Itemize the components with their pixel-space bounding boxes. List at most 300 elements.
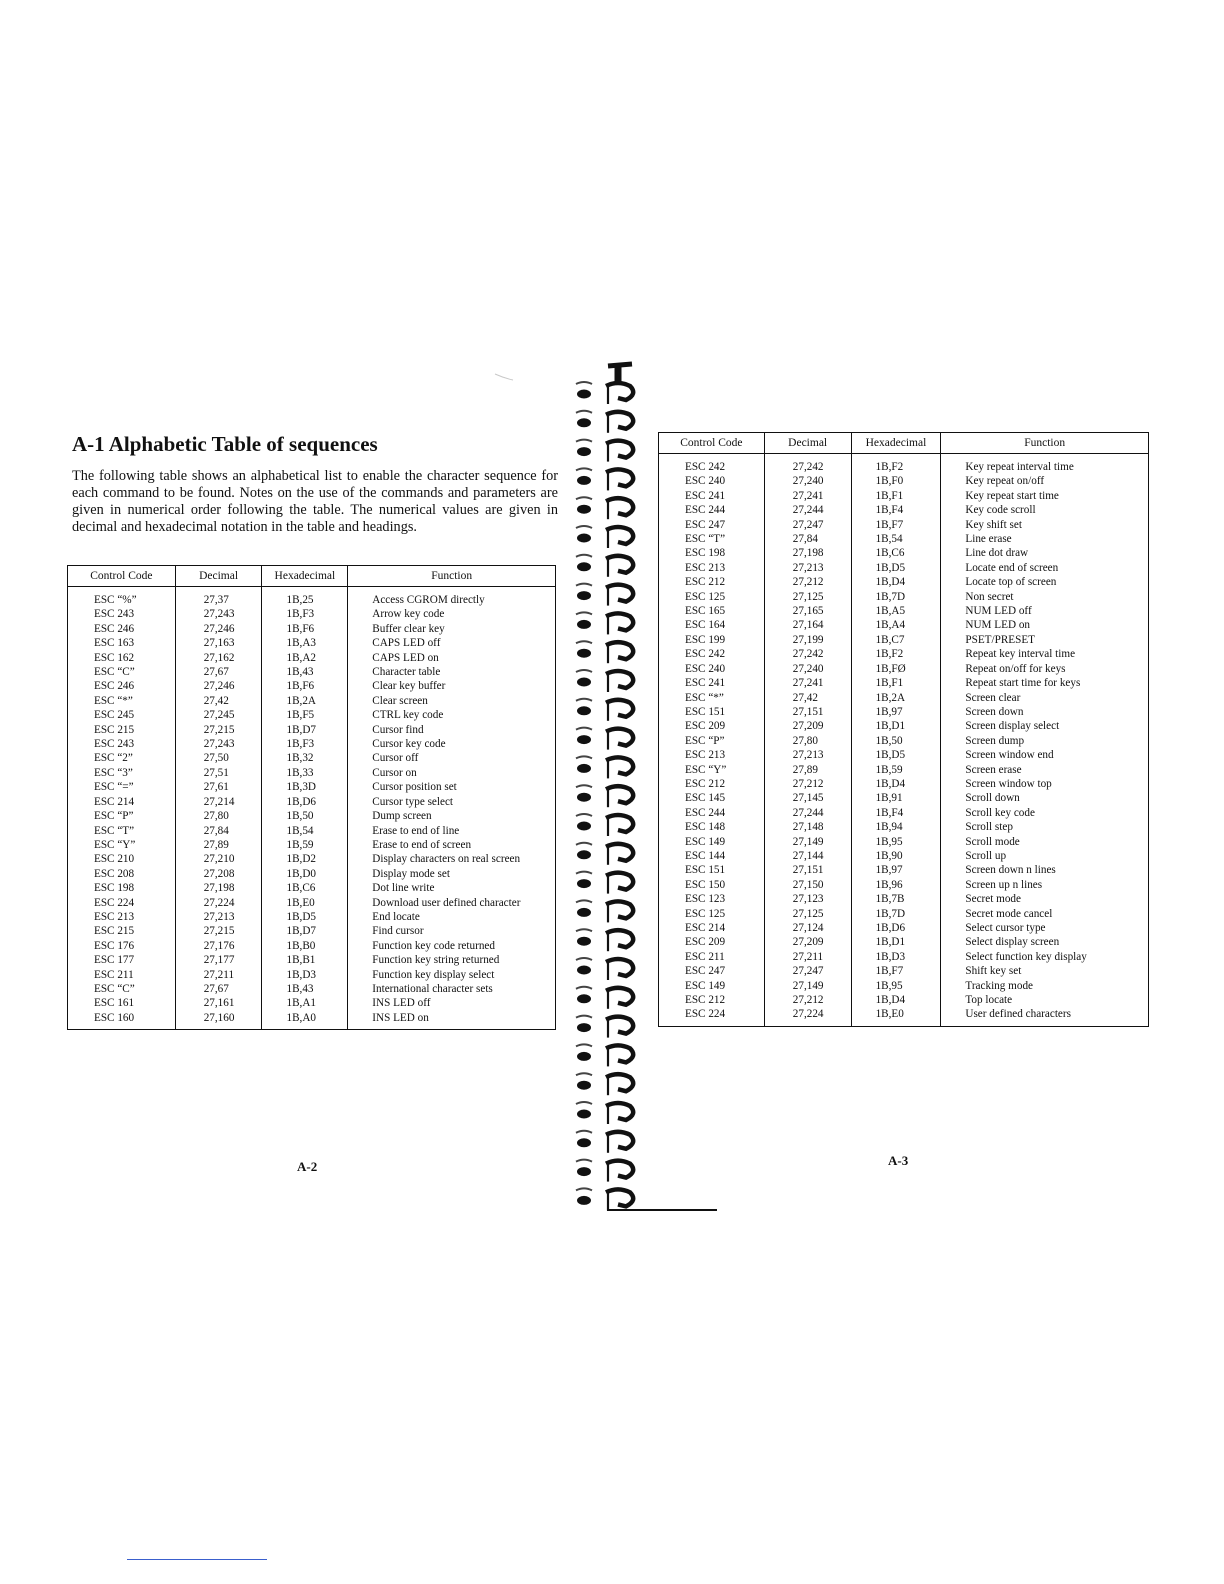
cell-control-code: ESC 242	[659, 647, 765, 661]
sequence-table-left	[67, 565, 556, 1030]
cell-control-code: ESC “2”	[68, 751, 176, 765]
cell-hexadecimal: 1B,59	[262, 838, 348, 852]
cell-control-code: ESC 215	[68, 723, 176, 737]
table-row	[659, 546, 1149, 560]
cell-control-code: ESC 224	[68, 896, 176, 910]
cell-control-code: ESC 213	[659, 748, 765, 762]
cell-decimal: 27,89	[175, 838, 262, 852]
table-row	[659, 474, 1149, 488]
cell-function: PSET/PRESET	[941, 633, 1149, 647]
cell-decimal: 27,212	[764, 777, 851, 791]
cell-decimal: 27,124	[764, 921, 851, 935]
cell-hexadecimal: 1B,D6	[262, 795, 348, 809]
cell-function: Secret mode cancel	[941, 907, 1149, 921]
cell-decimal: 27,149	[764, 835, 851, 849]
cell-hexadecimal: 1B,D1	[851, 935, 941, 949]
cell-hexadecimal: 1B,D3	[262, 968, 348, 982]
cell-control-code: ESC 212	[659, 993, 765, 1007]
cell-decimal: 27,177	[175, 953, 262, 967]
cell-hexadecimal: 1B,FØ	[851, 662, 941, 676]
cell-function: Erase to end of line	[348, 824, 556, 838]
table-row	[659, 719, 1149, 733]
table-row	[68, 924, 556, 938]
table-row	[68, 896, 556, 910]
table-row	[659, 691, 1149, 705]
cell-hexadecimal: 1B,D7	[262, 723, 348, 737]
cell-hexadecimal: 1B,7D	[851, 907, 941, 921]
cell-decimal: 27,212	[764, 575, 851, 589]
cell-hexadecimal: 1B,7B	[851, 892, 941, 906]
scan-artifact	[494, 372, 514, 382]
cell-decimal: 27,50	[175, 751, 262, 765]
table-row	[68, 751, 556, 765]
cell-hexadecimal: 1B,F6	[262, 679, 348, 693]
cell-control-code: ESC 144	[659, 849, 765, 863]
cell-hexadecimal: 1B,D5	[262, 910, 348, 924]
cell-function: Non secret	[941, 590, 1149, 604]
table-row	[659, 532, 1149, 546]
cell-control-code: ESC 199	[659, 633, 765, 647]
cell-hexadecimal: 1B,A4	[851, 618, 941, 632]
cell-hexadecimal: 1B,C6	[851, 546, 941, 560]
cell-control-code: ESC 214	[68, 795, 176, 809]
cell-decimal: 27,215	[175, 924, 262, 938]
cell-control-code: ESC “P”	[68, 809, 176, 823]
cell-decimal: 27,199	[764, 633, 851, 647]
cell-hexadecimal: 1B,D1	[851, 719, 941, 733]
cell-decimal: 27,150	[764, 878, 851, 892]
cell-function: Repeat on/off for keys	[941, 662, 1149, 676]
table-row	[659, 590, 1149, 604]
table-row	[68, 795, 556, 809]
cell-hexadecimal: 1B,97	[851, 863, 941, 877]
table-row	[659, 777, 1149, 791]
table-row	[68, 651, 556, 665]
table-row	[659, 676, 1149, 690]
cell-decimal: 27,242	[764, 647, 851, 661]
cell-control-code: ESC 247	[659, 964, 765, 978]
cell-decimal: 27,224	[175, 896, 262, 910]
cell-function: Function key string returned	[348, 953, 556, 967]
table-row	[659, 454, 1149, 475]
cell-control-code: ESC “*”	[659, 691, 765, 705]
cell-hexadecimal: 1B,D5	[851, 748, 941, 762]
table-row	[68, 679, 556, 693]
cell-function: Screen clear	[941, 691, 1149, 705]
cell-function: Screen dump	[941, 734, 1149, 748]
cell-control-code: ESC 240	[659, 474, 765, 488]
cell-hexadecimal: 1B,59	[851, 763, 941, 777]
cell-hexadecimal: 1B,97	[851, 705, 941, 719]
cell-control-code: ESC 150	[659, 878, 765, 892]
cell-control-code: ESC 242	[659, 454, 765, 475]
cell-function: Locate end of screen	[941, 561, 1149, 575]
cell-hexadecimal: 1B,E0	[262, 896, 348, 910]
table-row	[68, 939, 556, 953]
cell-function: Cursor off	[348, 751, 556, 765]
cell-function: Download user defined character	[348, 896, 556, 910]
cell-hexadecimal: 1B,7D	[851, 590, 941, 604]
cell-hexadecimal: 1B,96	[851, 878, 941, 892]
cell-function: Function key code returned	[348, 939, 556, 953]
table-row	[659, 935, 1149, 949]
cell-function: Display characters on real screen	[348, 852, 556, 866]
cell-hexadecimal: 1B,33	[262, 766, 348, 780]
cell-decimal: 27,125	[764, 907, 851, 921]
table-row	[659, 863, 1149, 877]
cell-control-code: ESC “C”	[68, 982, 176, 996]
cell-function: Scroll key code	[941, 806, 1149, 820]
table-row	[659, 820, 1149, 834]
cell-decimal: 27,51	[175, 766, 262, 780]
cell-hexadecimal: 1B,2A	[851, 691, 941, 705]
table-row	[659, 1007, 1149, 1026]
cell-decimal: 27,213	[175, 910, 262, 924]
table-row	[68, 982, 556, 996]
cell-decimal: 27,213	[764, 561, 851, 575]
cell-hexadecimal: 1B,D2	[262, 852, 348, 866]
cell-hexadecimal: 1B,3D	[262, 780, 348, 794]
cell-function: Clear key buffer	[348, 679, 556, 693]
cell-hexadecimal: 1B,90	[851, 849, 941, 863]
cell-hexadecimal: 1B,F0	[851, 474, 941, 488]
cell-function: Select display screen	[941, 935, 1149, 949]
cell-control-code: ESC 209	[659, 935, 765, 949]
cell-function: Screen window top	[941, 777, 1149, 791]
cell-hexadecimal: 1B,95	[851, 979, 941, 993]
cell-function: Erase to end of screen	[348, 838, 556, 852]
table-row	[659, 993, 1149, 1007]
cell-hexadecimal: 1B,F2	[851, 647, 941, 661]
cell-function: CAPS LED off	[348, 636, 556, 650]
table-row	[68, 694, 556, 708]
cell-function: Key shift set	[941, 518, 1149, 532]
cell-function: Repeat start time for keys	[941, 676, 1149, 690]
cell-control-code: ESC 213	[68, 910, 176, 924]
cell-control-code: ESC 165	[659, 604, 765, 618]
cell-function: INS LED off	[348, 996, 556, 1010]
table-row	[68, 824, 556, 838]
cell-control-code: ESC 241	[659, 676, 765, 690]
cell-function: Screen down	[941, 705, 1149, 719]
cell-decimal: 27,125	[764, 590, 851, 604]
cell-decimal: 27,243	[175, 737, 262, 751]
cell-decimal: 27,67	[175, 665, 262, 679]
cell-decimal: 27,165	[764, 604, 851, 618]
cell-decimal: 27,243	[175, 607, 262, 621]
cell-function: Scroll mode	[941, 835, 1149, 849]
cell-hexadecimal: 1B,D4	[851, 993, 941, 1007]
cell-control-code: ESC 215	[68, 924, 176, 938]
cell-decimal: 27,198	[764, 546, 851, 560]
cell-control-code: ESC “C”	[68, 665, 176, 679]
cell-function: NUM LED on	[941, 618, 1149, 632]
table-row	[68, 996, 556, 1010]
cell-decimal: 27,123	[764, 892, 851, 906]
cell-function: Key repeat on/off	[941, 474, 1149, 488]
cell-hexadecimal: 1B,E0	[851, 1007, 941, 1026]
cell-hexadecimal: 1B,D3	[851, 950, 941, 964]
cell-decimal: 27,151	[764, 863, 851, 877]
table-row	[659, 950, 1149, 964]
table-row	[68, 708, 556, 722]
cell-function: Scroll step	[941, 820, 1149, 834]
cell-hexadecimal: 1B,91	[851, 791, 941, 805]
cell-decimal: 27,247	[764, 518, 851, 532]
cell-decimal: 27,211	[764, 950, 851, 964]
table-row	[68, 953, 556, 967]
cell-function: Dot line write	[348, 881, 556, 895]
cell-decimal: 27,162	[175, 651, 262, 665]
column-header-decimal: Decimal	[764, 433, 851, 454]
cell-decimal: 27,164	[764, 618, 851, 632]
table-row	[68, 622, 556, 636]
table-row	[68, 852, 556, 866]
cell-hexadecimal: 1B,F4	[851, 806, 941, 820]
table-row	[68, 737, 556, 751]
table-row	[68, 1011, 556, 1030]
cell-function: Scroll down	[941, 791, 1149, 805]
table-row	[659, 604, 1149, 618]
cell-control-code: ESC 211	[68, 968, 176, 982]
cell-decimal: 27,241	[764, 676, 851, 690]
table-row	[659, 878, 1149, 892]
table-row	[659, 518, 1149, 532]
cell-control-code: ESC 244	[659, 806, 765, 820]
cell-decimal: 27,245	[175, 708, 262, 722]
table-row	[68, 968, 556, 982]
cell-control-code: ESC 176	[68, 939, 176, 953]
cell-decimal: 27,61	[175, 780, 262, 794]
cell-decimal: 27,84	[764, 532, 851, 546]
cell-control-code: ESC 244	[659, 503, 765, 517]
table-row	[659, 763, 1149, 777]
cell-decimal: 27,214	[175, 795, 262, 809]
cell-control-code: ESC 145	[659, 791, 765, 805]
table-row	[68, 766, 556, 780]
cell-decimal: 27,212	[764, 993, 851, 1007]
column-header-function: Function	[348, 566, 556, 587]
table-row	[659, 705, 1149, 719]
page-number-right: A-3	[888, 1153, 909, 1168]
table-row	[68, 636, 556, 650]
cell-decimal: 27,244	[764, 806, 851, 820]
cell-control-code: ESC 240	[659, 662, 765, 676]
cell-function: Locate top of screen	[941, 575, 1149, 589]
column-header-function: Function	[941, 433, 1149, 454]
cell-control-code: ESC “3”	[68, 766, 176, 780]
cell-decimal: 27,160	[175, 1011, 262, 1030]
table-row	[659, 964, 1149, 978]
cell-hexadecimal: 1B,A1	[262, 996, 348, 1010]
cell-hexadecimal: 1B,D7	[262, 924, 348, 938]
cell-decimal: 27,84	[175, 824, 262, 838]
cell-decimal: 27,224	[764, 1007, 851, 1026]
table-row	[659, 979, 1149, 993]
cell-decimal: 27,240	[764, 474, 851, 488]
cell-hexadecimal: 1B,43	[262, 665, 348, 679]
cell-control-code: ESC “P”	[659, 734, 765, 748]
cell-hexadecimal: 1B,94	[851, 820, 941, 834]
cell-hexadecimal: 1B,F5	[262, 708, 348, 722]
cell-hexadecimal: 1B,B1	[262, 953, 348, 967]
cell-control-code: ESC 243	[68, 607, 176, 621]
table-row	[659, 734, 1149, 748]
cell-function: Shift key set	[941, 964, 1149, 978]
cell-decimal: 27,161	[175, 996, 262, 1010]
cell-decimal: 27,213	[764, 748, 851, 762]
cell-hexadecimal: 1B,2A	[262, 694, 348, 708]
cell-control-code: ESC 160	[68, 1011, 176, 1030]
cell-control-code: ESC “T”	[68, 824, 176, 838]
cell-hexadecimal: 1B,D5	[851, 561, 941, 575]
cell-function: Select cursor type	[941, 921, 1149, 935]
table-header-row	[659, 433, 1149, 454]
cell-function: User defined characters	[941, 1007, 1149, 1026]
cell-function: CAPS LED on	[348, 651, 556, 665]
cell-function: Arrow key code	[348, 607, 556, 621]
cell-function: Repeat key interval time	[941, 647, 1149, 661]
column-header-control-code: Control Code	[659, 433, 765, 454]
table-row	[68, 867, 556, 881]
column-header-control-code: Control Code	[68, 566, 176, 587]
table-row	[68, 838, 556, 852]
cell-function: Cursor type select	[348, 795, 556, 809]
table-row	[659, 647, 1149, 661]
cell-decimal: 27,149	[764, 979, 851, 993]
cell-function: CTRL key code	[348, 708, 556, 722]
cell-control-code: ESC 212	[659, 575, 765, 589]
cell-control-code: ESC “T”	[659, 532, 765, 546]
table-row	[659, 503, 1149, 517]
cell-hexadecimal: 1B,50	[262, 809, 348, 823]
cell-control-code: ESC 210	[68, 852, 176, 866]
cell-function: Key repeat start time	[941, 489, 1149, 503]
cell-decimal: 27,241	[764, 489, 851, 503]
cell-control-code: ESC 149	[659, 835, 765, 849]
cell-hexadecimal: 1B,50	[851, 734, 941, 748]
table-row	[659, 633, 1149, 647]
cell-control-code: ESC “Y”	[68, 838, 176, 852]
cell-hexadecimal: 1B,A0	[262, 1011, 348, 1030]
cell-function: Select function key display	[941, 950, 1149, 964]
table-row	[659, 618, 1149, 632]
cell-decimal: 27,215	[175, 723, 262, 737]
cell-control-code: ESC 246	[68, 679, 176, 693]
cell-decimal: 27,208	[175, 867, 262, 881]
cell-decimal: 27,89	[764, 763, 851, 777]
cell-decimal: 27,42	[764, 691, 851, 705]
cell-control-code: ESC 148	[659, 820, 765, 834]
cell-function: Screen down n lines	[941, 863, 1149, 877]
intro-paragraph: The following table shows an alphabetical list to enable the character sequence for each command to be found. Notes on the use of the commands and parameters are given in numerical order following the table. The numerical values are given in decimal and hexadecimal notation in the table and headings.	[72, 468, 558, 535]
table-row	[68, 607, 556, 621]
cell-control-code: ESC “*”	[68, 694, 176, 708]
cell-decimal: 27,163	[175, 636, 262, 650]
cell-hexadecimal: 1B,A5	[851, 604, 941, 618]
sequence-table-right	[658, 432, 1149, 1027]
table-row	[659, 921, 1149, 935]
cell-function: Buffer clear key	[348, 622, 556, 636]
cell-function: Scroll up	[941, 849, 1149, 863]
cell-hexadecimal: 1B,B0	[262, 939, 348, 953]
cell-function: Display mode set	[348, 867, 556, 881]
table-row	[68, 665, 556, 679]
cell-decimal: 27,240	[764, 662, 851, 676]
table-row	[659, 575, 1149, 589]
cell-control-code: ESC 164	[659, 618, 765, 632]
cell-control-code: ESC 161	[68, 996, 176, 1010]
cell-decimal: 27,80	[175, 809, 262, 823]
cell-function: Cursor position set	[348, 780, 556, 794]
cell-function: Line dot draw	[941, 546, 1149, 560]
cell-control-code: ESC “%”	[68, 587, 176, 608]
cell-hexadecimal: 1B,F6	[262, 622, 348, 636]
cell-hexadecimal: 1B,F1	[851, 489, 941, 503]
footnote-rule	[127, 1559, 267, 1560]
table-row	[68, 910, 556, 924]
table-row	[659, 806, 1149, 820]
cell-decimal: 27,151	[764, 705, 851, 719]
cell-decimal: 27,198	[175, 881, 262, 895]
cell-decimal: 27,80	[764, 734, 851, 748]
cell-function: Character table	[348, 665, 556, 679]
cell-control-code: ESC 245	[68, 708, 176, 722]
cell-control-code: ESC 214	[659, 921, 765, 935]
table-row	[68, 587, 556, 608]
cell-hexadecimal: 1B,F2	[851, 454, 941, 475]
cell-function: Key code scroll	[941, 503, 1149, 517]
cell-function: Line erase	[941, 532, 1149, 546]
cell-hexadecimal: 1B,F7	[851, 964, 941, 978]
cell-decimal: 27,210	[175, 852, 262, 866]
cell-function: Key repeat interval time	[941, 454, 1149, 475]
table-row	[659, 561, 1149, 575]
cell-function: Top locate	[941, 993, 1149, 1007]
cell-control-code: ESC 177	[68, 953, 176, 967]
column-header-hexadecimal: Hexadecimal	[262, 566, 348, 587]
cell-control-code: ESC 247	[659, 518, 765, 532]
cell-function: Screen up n lines	[941, 878, 1149, 892]
table-row	[68, 881, 556, 895]
cell-function: NUM LED off	[941, 604, 1149, 618]
cell-decimal: 27,145	[764, 791, 851, 805]
cell-control-code: ESC 208	[68, 867, 176, 881]
page-heading: A-1 Alphabetic Table of sequences	[72, 432, 378, 456]
cell-control-code: ESC 125	[659, 907, 765, 921]
cell-hexadecimal: 1B,32	[262, 751, 348, 765]
cell-control-code: ESC 224	[659, 1007, 765, 1026]
cell-function: Cursor on	[348, 766, 556, 780]
cell-control-code: ESC 198	[659, 546, 765, 560]
column-header-decimal: Decimal	[175, 566, 262, 587]
cell-hexadecimal: 1B,D0	[262, 867, 348, 881]
cell-decimal: 27,42	[175, 694, 262, 708]
table-row	[659, 892, 1149, 906]
cell-control-code: ESC 125	[659, 590, 765, 604]
cell-control-code: ESC 241	[659, 489, 765, 503]
cell-control-code: ESC 198	[68, 881, 176, 895]
cell-hexadecimal: 1B,C7	[851, 633, 941, 647]
cell-function: Dump screen	[348, 809, 556, 823]
cell-decimal: 27,209	[764, 935, 851, 949]
table-row	[68, 809, 556, 823]
cell-hexadecimal: 1B,F3	[262, 737, 348, 751]
cell-control-code: ESC 123	[659, 892, 765, 906]
cell-decimal: 27,176	[175, 939, 262, 953]
cell-control-code: ESC 149	[659, 979, 765, 993]
cell-hexadecimal: 1B,43	[262, 982, 348, 996]
